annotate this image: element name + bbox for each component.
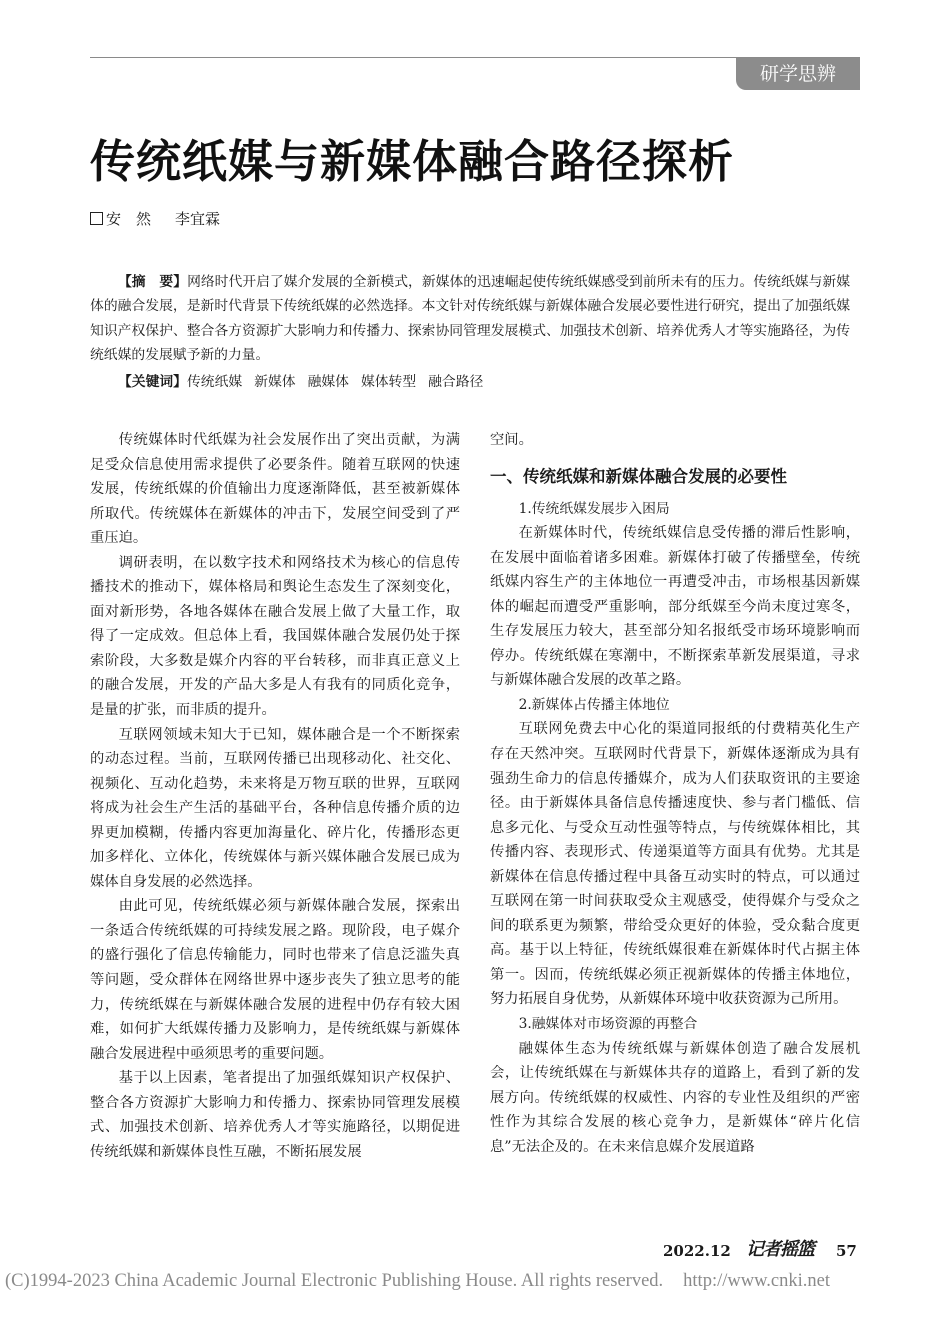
keyword: 融合路径 <box>428 374 484 390</box>
body-paragraph: 基于以上因素，笔者提出了加强纸媒知识产权保护、整合各方资源扩大影响力和传播力、探索协同管理发展模式、加强技术创新、培养优秀人才等实施路径，以期促进传统纸媒和新媒体良性互融，不断拓展发展 <box>90 1070 460 1160</box>
keywords-label: 【关键词】 <box>118 374 187 390</box>
section-tag: 研学思辨 <box>736 58 860 90</box>
abstract-text: 网络时代开启了媒介发展的全新模式，新媒体的迅速崛起使传统纸媒感受到前所未有的压力。传统纸媒与新媒体的融合发展，是新时代背景下传统纸媒的必然选择。本文针对传统纸媒与新媒体融合发展必要性进行研究，提出了加强纸媒知识产权保护、整合各方资源扩大影响力和传播力、探索协同管理发展模式、加强技术创新、培养优秀人才等实施路径，为传统纸媒的发展赋予新的力量。 <box>90 274 851 364</box>
copyright-text: (C)1994-2023 China Academic Journal Electronic Publishing House. All rights reserved. <box>5 1271 664 1291</box>
abstract <box>90 270 850 368</box>
subsection-heading: 1.传统纸媒发展步入困局 <box>518 500 670 517</box>
author-line <box>90 208 220 230</box>
body-paragraph: 传统媒体时代纸媒为社会发展作出了突出贡献，为满足受众信息使用需求提供了必要条件。随着互联网的快速发展，传统纸媒的价值输出力度逐渐降低，甚至被新媒体所取代。传统媒体在新媒体的冲击下，发展空间受到了严重压迫。 <box>90 432 460 547</box>
body-paragraph: 由此可见，传统纸媒必须与新媒体融合发展，探索出一条适合传统纸媒的可持续发展之路。现阶段，电子媒介的盛行强化了信息传输能力，同时也带来了信息泛滥失真等问题，受众群体在网络世界中逐步丧失了独立思考的能力，传统纸媒在与新媒体融合发展的进程中仍存有较大困难，如何扩大纸媒传播力及影响力，是传统纸媒与新媒体融合发展进程中亟须思考的重要问题。 <box>90 898 460 1062</box>
abstract-label: 【摘 要】 <box>118 274 188 290</box>
right-column <box>490 428 860 1159</box>
body-paragraph: 融媒体生态为传统纸媒与新媒体创造了融合发展机会，让传统纸媒在与新媒体共存的道路上，看到了新的发展方向。传统纸媒的权威性、内容的专业性及组织的严密性作为其综合发展的核心竞争力，是新媒体“碎片化信息”无法企及的。在未来信息媒介发展道路 <box>490 1040 860 1155</box>
body-paragraph: 调研表明，在以数字技术和网络技术为核心的信息传播技术的推动下，媒体格局和舆论生态发生了深刻变化，面对新形势，各地各媒体在融合发展上做了大量工作，取得了一定成效。但总体上看，我国媒体融合发展仍处于探索阶段，大多数是媒介内容的平台转移，而非真正意义上的融合发展，开发的产品大多是人有我有的同质化竞争，是量的扩张，而非质的提升。 <box>90 554 460 719</box>
body-paragraph: 互联网领域未知大于已知，媒体融合是一个不断探索的动态过程。当前，互联网传播已出现移动化、社交化、视频化、互动化趋势，未来将是万物互联的世界，互联网将成为社会生产生活的基础平台，各种信息传播介质的边界更加模糊，传播内容更加海量化、碎片化，传播形态更加多样化、立体化，传统媒体与新兴媒体融合发展已成为媒体自身发展的必然选择。 <box>90 726 460 890</box>
left-column <box>90 428 460 1164</box>
subsection-heading: 2.新媒体占传播主体地位 <box>518 696 670 713</box>
keyword: 媒体转型 <box>360 374 417 390</box>
keyword: 新媒体 <box>254 374 296 390</box>
subsection-heading: 3.融媒体对市场资源的再整合 <box>518 1016 698 1033</box>
body-paragraph: 在新媒体时代，传统纸媒信息受传播的滞后性影响，在发展中面临着诸多困难。新媒体打破了传播壁垒，传统纸媒内容生产的主体地位一再遭受冲击，市场根基因新媒体的崛起而遭受严重影响，部分纸媒至今尚未度过寒冬，生存发展压力较大，甚至部分知名报纸受市场环境影响而停办。传统纸媒在寒潮中，不断探索革新发展渠道，寻求与新媒体融合发展的改革之路。 <box>490 525 860 689</box>
author-2: 李宜霖 <box>175 210 221 228</box>
page-number: 57 <box>836 1242 857 1260</box>
body-paragraph: 互联网免费去中心化的渠道同报纸的付费精英化生产存在天然冲突。互联网时代背景下，新媒体逐渐成为具有强劲生命力的信息传播媒介，成为人们获取资讯的主要途径。由于新媒体具备信息传播速度快、参与者门槛低、信息多元化、与受众互动性强等特点，与传统媒体相比，其传播内容、表现形式、传递渠道等方面具有优势。尤其是新媒体在信息传播过程中具备互动实时的特点，可以通过互联网在第一时间获取受众主观感受，使得媒介与受众之间的联系更为频繁，带给受众更好的体验，受众黏合度更高。基于以上特征，传统纸媒很难在新媒体时代占据主体第一。因而，传统纸媒必须正视新媒体的传播主体地位，努力拓展自身优势，从新媒体环境中收获资源为己所用。 <box>490 721 860 1008</box>
keyword: 传统纸媒 <box>186 374 243 390</box>
issue-date: 2022.12 <box>663 1242 731 1260</box>
magazine-logo: 记者摇篮 <box>746 1239 814 1260</box>
cnki-link[interactable]: http://www.cnki.net <box>683 1271 830 1291</box>
article-title: 传统纸媒与新媒体融合路径探析 <box>90 135 735 188</box>
copyright-watermark <box>5 1268 945 1294</box>
continuation-text: 空间。 <box>490 432 533 448</box>
author-1: 安 然 <box>106 210 152 228</box>
keywords <box>118 370 848 394</box>
keyword: 融媒体 <box>307 374 349 390</box>
author-marker-icon <box>90 212 103 225</box>
section-heading: 一、传统纸媒和新媒体融合发展的必要性 <box>490 466 787 486</box>
